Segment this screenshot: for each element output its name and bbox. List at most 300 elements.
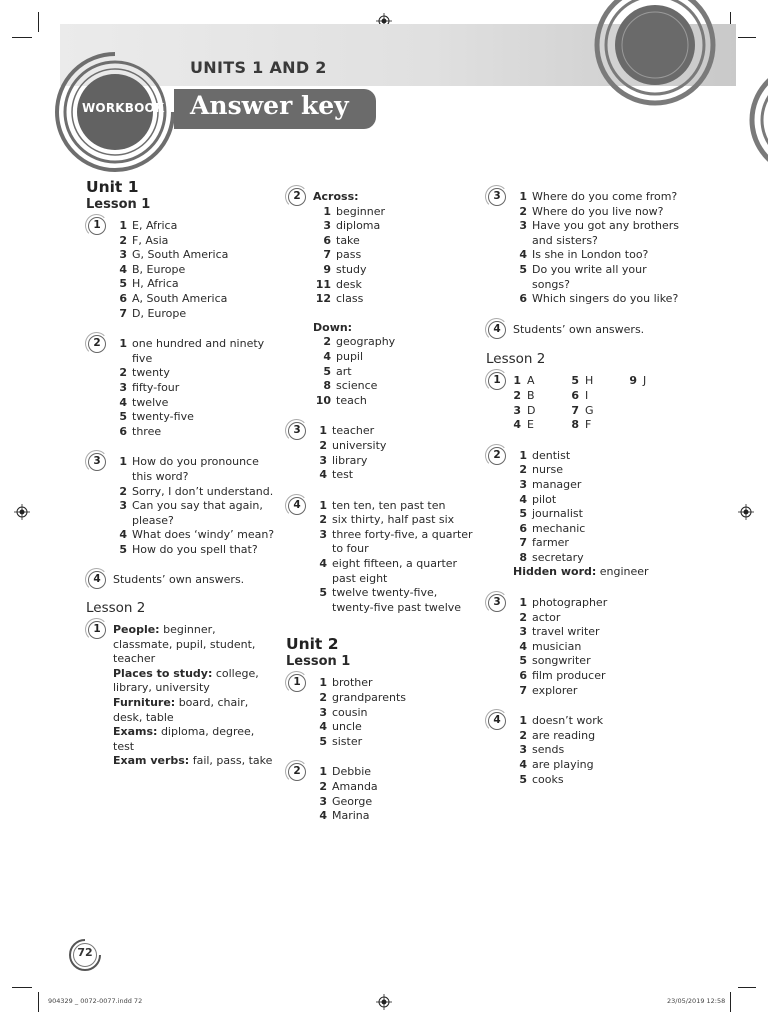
grid-cell: [513, 404, 571, 419]
list-item: [113, 219, 276, 234]
item-number: 5: [119, 410, 127, 424]
item-text: secretary: [532, 550, 584, 564]
list-item: [313, 780, 482, 795]
exercise: [286, 424, 482, 482]
exercise-number-badge: 1: [488, 372, 506, 390]
item-text: farmer: [532, 536, 569, 550]
category-label: Furniture:: [113, 696, 176, 710]
lesson-heading: Lesson 2: [486, 351, 546, 368]
item-number: 3: [519, 477, 527, 491]
exercise-number-badge: 3: [488, 594, 506, 612]
exercise: [286, 190, 482, 408]
item-text: pilot: [532, 492, 557, 506]
item-number: 3: [319, 527, 327, 541]
item-number: 6: [519, 292, 527, 306]
item-number: 1: [319, 765, 327, 779]
item-number: 6: [519, 521, 527, 535]
exercise: [86, 337, 276, 439]
item-text: twelve twenty-five, twenty-five past twelve: [332, 586, 462, 614]
registration-mark-icon: [738, 504, 754, 520]
item-text: Can you say that again, please?: [132, 499, 263, 527]
item-number: 1: [519, 448, 527, 462]
item-text: musician: [532, 639, 582, 653]
item-number: 1: [119, 455, 127, 469]
item-number: 2: [519, 728, 527, 742]
item-text: doesn’t work: [532, 714, 604, 728]
item-number: 3: [519, 743, 527, 757]
list-item: [113, 381, 276, 396]
list-item: [513, 611, 686, 626]
item-number: 4: [323, 349, 331, 363]
grid-cell: [629, 418, 669, 433]
list-item: [513, 743, 686, 758]
list-item: [113, 425, 276, 440]
item-text: pupil: [336, 349, 364, 363]
decorative-ring-edge-icon: [748, 60, 768, 180]
item-text: twelve: [132, 395, 169, 409]
exercise-number-badge: 3: [88, 453, 106, 471]
item-number: 6: [323, 233, 331, 247]
item-text: twenty: [132, 366, 170, 380]
list-item: [113, 410, 276, 425]
hidden-word: engineer: [596, 565, 649, 579]
item-number: 5: [519, 262, 527, 276]
item-text: geography: [336, 335, 396, 349]
list-item: [513, 248, 686, 263]
list-item: [513, 684, 686, 699]
item-text: Which singers do you like?: [532, 292, 679, 306]
exercise-number-badge: 4: [488, 321, 506, 339]
item-text: manager: [532, 477, 582, 491]
item-number: 2: [119, 366, 127, 380]
item-number: 6: [119, 424, 127, 438]
lesson-heading: Lesson 1: [286, 654, 351, 670]
item-number: 10: [315, 393, 331, 407]
list-item: [113, 543, 276, 558]
item-number: 9: [629, 374, 637, 388]
list-item: [113, 528, 276, 543]
item-number: 3: [323, 219, 331, 233]
item-text: diploma: [336, 219, 381, 233]
exercise: [486, 714, 686, 787]
list-item: [513, 478, 686, 493]
item-text: J: [643, 374, 647, 388]
item-text: ten ten, ten past ten: [332, 498, 446, 512]
item-text: are reading: [532, 728, 596, 742]
item-text: one hundred and ninety five: [132, 337, 265, 365]
item-text: cooks: [532, 772, 564, 786]
list-item: [513, 536, 686, 551]
item-text: film producer: [532, 669, 606, 683]
item-number: 2: [319, 691, 327, 705]
list-item: [113, 263, 276, 278]
vocab-group: [113, 754, 276, 769]
item-number: 3: [519, 625, 527, 639]
item-number: 2: [519, 463, 527, 477]
list-item: [113, 248, 276, 263]
crop-mark: [738, 37, 756, 38]
crop-mark: [38, 12, 39, 32]
item-text: brother: [332, 676, 373, 690]
item-text: E, Africa: [132, 219, 178, 232]
item-text: Sorry, I don’t understand.: [132, 484, 274, 498]
item-text: Is she in London too?: [532, 248, 649, 262]
list-item: [313, 248, 482, 263]
units-title: UNITS 1 AND 2: [190, 58, 327, 77]
vocab-group: [113, 725, 276, 754]
item-number: 3: [519, 219, 527, 233]
exercise-number-badge: 4: [488, 712, 506, 730]
item-number: 4: [119, 528, 127, 542]
item-text: uncle: [332, 720, 362, 734]
exercise: [286, 676, 482, 749]
exercise: [486, 323, 686, 338]
list-item: [313, 809, 482, 824]
item-number: 7: [519, 536, 527, 550]
page-number: 72: [77, 946, 93, 959]
exercise: [86, 623, 276, 769]
item-text: science: [336, 379, 378, 393]
item-text: George: [332, 794, 373, 808]
list-item: [113, 307, 276, 322]
item-text: study: [336, 262, 367, 276]
crop-mark: [730, 992, 731, 1012]
item-text: twenty-five: [132, 410, 194, 424]
item-text: D, Europe: [132, 306, 187, 320]
item-text: D: [527, 403, 536, 417]
item-text: Amanda: [332, 780, 378, 793]
list-item: [113, 277, 276, 292]
list-item: [313, 706, 482, 721]
list-item: [513, 493, 686, 508]
item-number: 2: [319, 513, 327, 527]
category-words: fail, pass, take: [189, 754, 273, 768]
item-text: Debbie: [332, 765, 372, 779]
list-item: [513, 219, 686, 248]
list-item: [513, 205, 686, 220]
item-text: Where do you live now?: [532, 204, 664, 218]
item-text: pass: [336, 248, 362, 262]
item-number: 9: [323, 262, 331, 276]
list-item: [113, 234, 276, 249]
category-words: beginner, classmate, pupil, student, teacher: [113, 623, 256, 666]
item-number: 2: [323, 335, 331, 349]
item-text: library: [332, 453, 368, 467]
exercise-number-badge: 1: [88, 621, 106, 639]
item-number: 2: [319, 438, 327, 452]
item-number: 7: [119, 306, 127, 320]
exercise-number-badge: 1: [88, 217, 106, 235]
item-number: 8: [323, 379, 331, 393]
hidden-word-line: [513, 565, 686, 580]
answer-text: Students’ own answers.: [513, 322, 645, 336]
exercise-number-badge: 4: [88, 571, 106, 589]
item-text: Where do you come from?: [532, 190, 678, 203]
item-number: 3: [119, 380, 127, 394]
item-text: G, South America: [132, 248, 229, 262]
list-item: [513, 654, 686, 669]
exercise-number-badge: 1: [288, 674, 306, 692]
exercise: [486, 449, 686, 580]
list-item: [513, 625, 686, 640]
item-number: 1: [119, 337, 127, 351]
item-number: 2: [119, 484, 127, 498]
crossword-down-label: Down:: [313, 320, 353, 334]
item-text: sends: [532, 743, 565, 757]
item-text: F: [585, 418, 592, 432]
column-right: [486, 190, 686, 787]
workbook-label: WORKBOOK: [82, 101, 165, 115]
list-item: [313, 219, 482, 234]
footer-file-name: 904329 _ 0072-0077.indd 72: [48, 997, 143, 1005]
list-item: [513, 773, 686, 788]
list-item: [313, 205, 482, 220]
grid-cell: [629, 374, 669, 389]
item-text: journalist: [532, 507, 583, 521]
item-number: 1: [519, 714, 527, 728]
item-number: 1: [519, 596, 527, 610]
item-number: 6: [119, 291, 127, 305]
item-text: A, South America: [132, 291, 228, 305]
item-text: art: [336, 364, 352, 378]
list-item: [113, 396, 276, 411]
item-number: 6: [519, 669, 527, 683]
item-text: How do you pronounce this word?: [132, 455, 259, 483]
item-number: 8: [571, 418, 579, 432]
item-text: Marina: [332, 809, 370, 823]
answer-text: Students’ own answers.: [113, 573, 245, 587]
exercise-number-badge: 3: [488, 188, 506, 206]
item-text: H: [585, 374, 594, 388]
list-item: [313, 586, 482, 615]
list-item: [113, 366, 276, 381]
item-text: dentist: [532, 448, 571, 462]
item-text: travel writer: [532, 625, 600, 639]
list-item: [313, 350, 482, 365]
item-number: 4: [319, 468, 327, 482]
list-item: [513, 507, 686, 522]
list-item: [513, 449, 686, 464]
item-text: mechanic: [532, 521, 586, 535]
list-item: [313, 795, 482, 810]
decorative-rings-icon: [590, 0, 720, 110]
exercise: [286, 499, 482, 616]
item-number: 4: [119, 395, 127, 409]
item-number: 2: [513, 388, 521, 402]
category-label: Exams:: [113, 725, 158, 739]
item-number: 1: [319, 676, 327, 690]
exercise-number-badge: 3: [288, 422, 306, 440]
exercise-number-badge: 2: [288, 763, 306, 781]
item-text: B: [527, 388, 535, 402]
list-item: [313, 292, 482, 307]
item-text: photographer: [532, 596, 608, 610]
item-number: 7: [571, 403, 579, 417]
list-item: [313, 676, 482, 691]
item-text: teach: [336, 393, 367, 407]
item-text: six thirty, half past six: [332, 513, 455, 527]
vocab-group: [113, 696, 276, 725]
grid-cell: [571, 374, 629, 389]
item-text: desk: [336, 277, 362, 291]
column-left: [86, 178, 276, 769]
item-number: 4: [519, 248, 527, 262]
list-item: [313, 735, 482, 750]
category-label: Places to study:: [113, 666, 213, 680]
grid-cell: [513, 418, 571, 433]
item-number: 4: [119, 262, 127, 276]
item-text: F, Asia: [132, 233, 169, 247]
list-item: [313, 528, 482, 557]
list-item: [113, 337, 276, 366]
item-number: 3: [119, 248, 127, 262]
crop-mark: [38, 992, 39, 1012]
list-item: [313, 335, 482, 350]
item-number: 8: [519, 550, 527, 564]
item-text: teacher: [332, 424, 375, 438]
list-item: [513, 190, 686, 205]
item-text: grandparents: [332, 691, 406, 705]
item-number: 3: [513, 403, 521, 417]
list-item: [313, 379, 482, 394]
item-number: 5: [119, 542, 127, 556]
page-title: Answer key: [190, 91, 349, 120]
list-item: [313, 365, 482, 380]
list-item: [113, 485, 276, 500]
item-text: eight fifteen, a quarter past eight: [332, 557, 458, 585]
item-text: take: [336, 233, 360, 247]
list-item: [313, 765, 482, 780]
list-item: [513, 522, 686, 537]
vocab-group: [113, 667, 276, 696]
grid-cell: [571, 418, 629, 433]
list-item: [513, 640, 686, 655]
item-number: 5: [319, 586, 327, 600]
grid-cell: [571, 404, 629, 419]
item-text: fifty-four: [132, 380, 180, 394]
item-text: sister: [332, 734, 363, 748]
crop-mark: [738, 987, 756, 988]
item-text: E: [527, 418, 534, 432]
item-text: I: [585, 388, 589, 402]
item-number: 5: [519, 507, 527, 521]
footer-date-time: 23/05/2019 12:58: [667, 997, 726, 1005]
list-item: [513, 463, 686, 478]
exercise: [86, 219, 276, 321]
item-number: 5: [519, 772, 527, 786]
item-number: 4: [319, 557, 327, 571]
list-item: [313, 499, 482, 514]
category-words: board, chair, desk, table: [113, 696, 249, 724]
item-number: 5: [519, 654, 527, 668]
item-text: beginner: [336, 204, 386, 218]
item-text: are playing: [532, 758, 594, 771]
crop-mark: [12, 37, 32, 38]
vocab-group: [113, 623, 276, 667]
item-text: H, Africa: [132, 277, 179, 291]
exercise-number-badge: 2: [288, 188, 306, 206]
unit-heading: Unit 1: [86, 178, 139, 196]
category-label: Exam verbs:: [113, 754, 190, 768]
list-item: [313, 513, 482, 528]
item-number: 4: [519, 639, 527, 653]
item-number: 4: [519, 758, 527, 771]
column-middle: [286, 190, 482, 824]
item-text: songwriter: [532, 654, 591, 668]
crossword-across-label: Across:: [313, 190, 359, 203]
item-number: 5: [571, 374, 579, 388]
item-text: Do you write all your songs?: [532, 262, 647, 291]
item-text: cousin: [332, 705, 368, 719]
item-text: How do you spell that?: [132, 542, 258, 556]
item-text: university: [332, 438, 387, 452]
item-number: 3: [319, 705, 327, 719]
exercise: [86, 455, 276, 557]
item-text: Have you got any brothers and sisters?: [532, 219, 680, 247]
item-text: three forty-five, a quarter to four: [332, 527, 473, 556]
registration-mark-icon: [14, 504, 30, 520]
list-item: [513, 729, 686, 744]
item-number: 5: [323, 364, 331, 378]
item-number: 12: [315, 292, 331, 306]
item-number: 7: [519, 683, 527, 697]
category-words: diploma, degree, test: [113, 725, 255, 753]
item-number: 3: [119, 499, 127, 513]
list-item: [313, 720, 482, 735]
item-number: 4: [319, 809, 327, 823]
item-number: 2: [119, 233, 127, 247]
item-text: class: [336, 292, 364, 306]
exercise: [486, 374, 686, 432]
item-number: 2: [519, 204, 527, 218]
item-text: B, Europe: [132, 262, 186, 276]
list-item: [113, 292, 276, 307]
item-text: three: [132, 424, 162, 438]
category-words: college, library, university: [113, 666, 259, 695]
grid-cell: [513, 374, 571, 389]
item-number: 4: [319, 720, 327, 734]
unit-heading: Unit 2: [286, 635, 339, 654]
list-item: [313, 454, 482, 469]
list-item: [513, 263, 686, 292]
item-text: G: [585, 403, 594, 417]
grid-cell: [629, 389, 669, 404]
answer-grid: [513, 374, 686, 432]
lesson-heading: Lesson 2: [86, 600, 146, 617]
list-item: [513, 758, 686, 773]
item-text: A: [527, 374, 535, 388]
list-item: [313, 691, 482, 706]
item-number: 2: [319, 780, 327, 793]
item-number: 11: [315, 277, 331, 291]
item-number: 1: [323, 204, 331, 218]
category-label: People:: [113, 623, 160, 637]
exercise: [86, 573, 276, 588]
item-number: 7: [323, 248, 331, 262]
hidden-word-label: Hidden word:: [513, 565, 597, 579]
item-text: nurse: [532, 463, 563, 477]
exercise-number-badge: 4: [288, 497, 306, 515]
list-item: [313, 468, 482, 483]
list-item: [313, 234, 482, 249]
grid-cell: [571, 389, 629, 404]
list-item: [513, 596, 686, 611]
item-number: 1: [119, 219, 127, 232]
item-number: 3: [319, 453, 327, 467]
item-number: 6: [571, 388, 579, 402]
list-item: [313, 439, 482, 454]
crop-mark: [12, 987, 32, 988]
